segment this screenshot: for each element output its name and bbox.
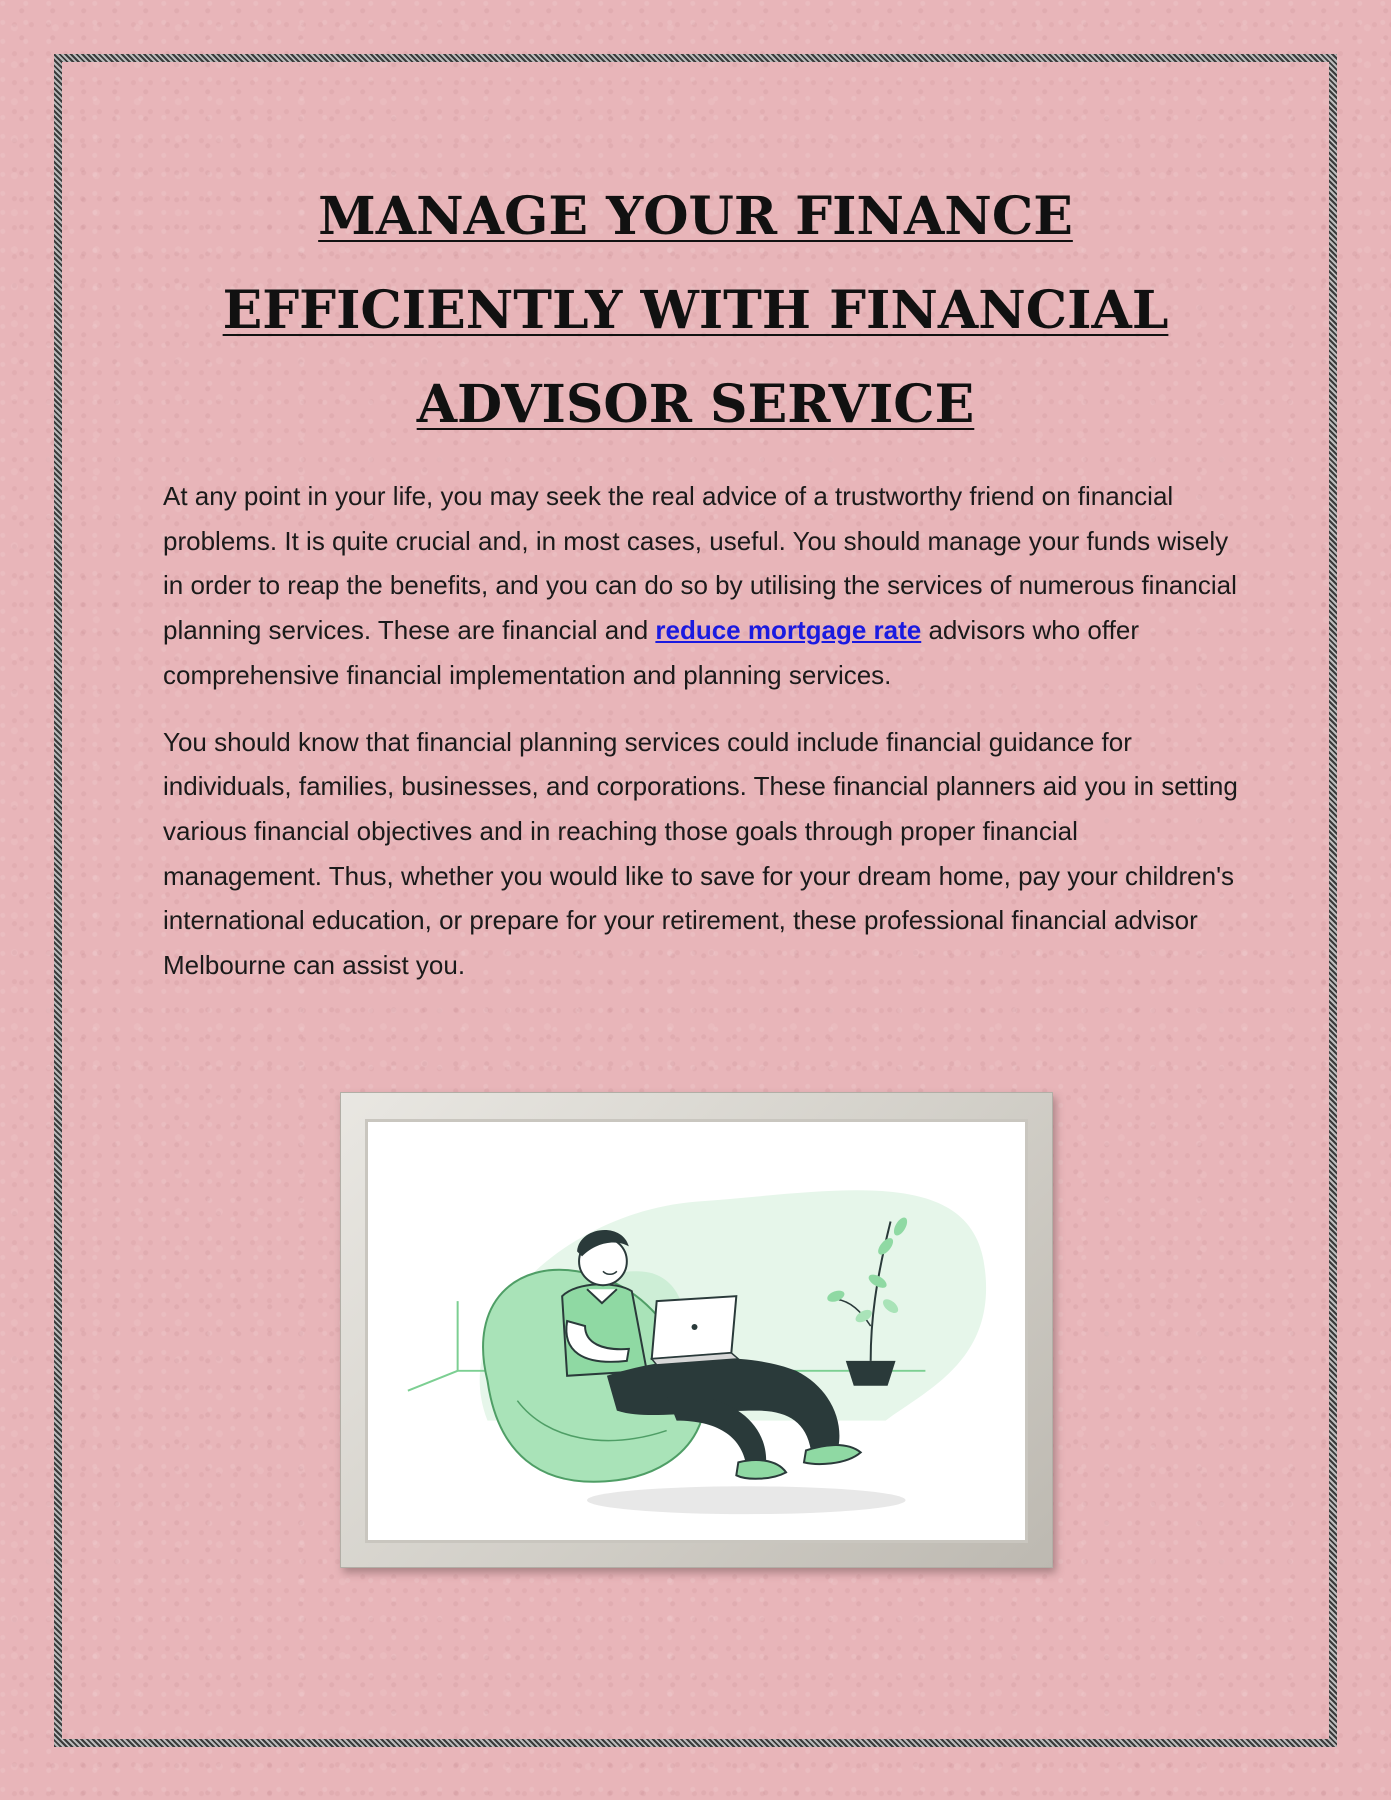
reduce-mortgage-rate-link[interactable]: reduce mortgage rate: [655, 615, 922, 646]
page-title: [150, 170, 1241, 452]
man-with-laptop-illustration: [368, 1122, 1025, 1540]
paragraph-2: You should know that financial planning services could include financial guidance for individuals, families, businesses, and corporations. These financial planners aid you in setting various financial objectives and in reaching those goals through proper financial management. Thus, whether you would like to save for your dream home, pay your children's international education, or prepare for your retirement, these professional financial advisor Melbourne can assist you.: [163, 726, 1238, 981]
illustration-canvas: [365, 1119, 1028, 1543]
article-body: [163, 474, 1243, 1010]
paragraph-1: [163, 474, 1243, 698]
illustration-frame: [340, 1092, 1053, 1568]
title-line-3: ADVISOR SERVICE: [416, 374, 975, 435]
paragraph-1-text-end: advisors who offer comprehensive financial implementation and planning services.: [163, 615, 1139, 690]
title-line-1: MANAGE YOUR FINANCE: [318, 186, 1073, 247]
title-line-2: EFFICIENTLY WITH FINANCIAL: [222, 280, 1169, 341]
paragraph-1-text-start: At any point in your life, you may seek the real advice of a trustworthy friend on financial problems. It is quite crucial and, in most cases, useful. You should manage your funds wisely in order to reap the benefits, and you can do so by utilising the services of numerous financial planning services. These are financial and: [163, 481, 1237, 646]
